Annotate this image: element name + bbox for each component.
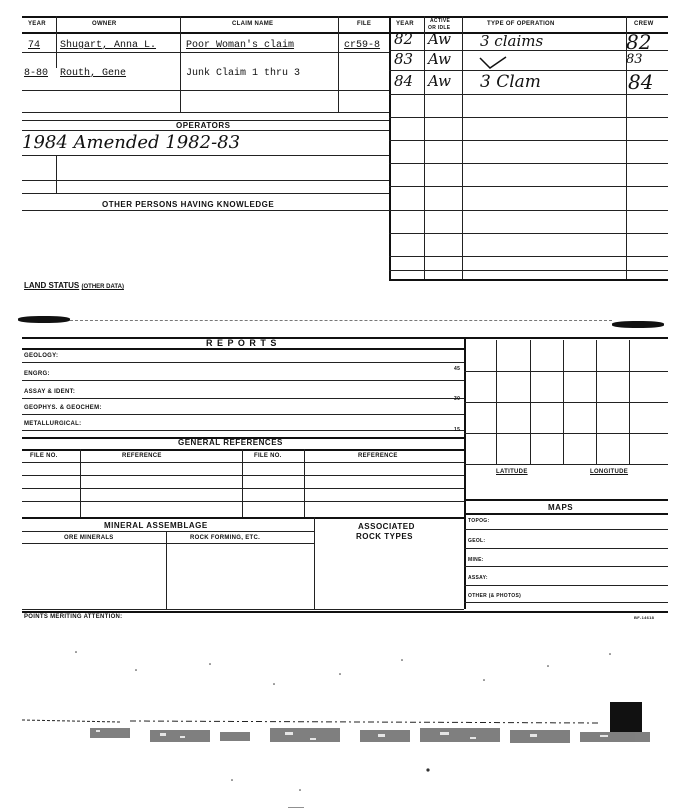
col-file-no-2: FILE NO. (254, 453, 282, 459)
header-file: FILE (357, 21, 372, 27)
operators-title: OPERATORS (176, 121, 231, 130)
checkmark-mark (478, 56, 508, 70)
reports-geophys: GEOPHYS. & GEOCHEM: (24, 405, 102, 411)
header-owner: OWNER (92, 21, 117, 27)
owner-row-1-claim: Poor Woman's claim (186, 40, 295, 51)
general-references-title: GENERAL REFERENCES (178, 438, 283, 447)
owner-row-2-name: Routh, Gene (60, 68, 127, 79)
reports-engrg: ENGRG: (24, 371, 50, 377)
reports-assay: ASSAY & IDENT: (24, 389, 76, 395)
activity-3-operation: 3 Clam (480, 72, 541, 92)
owner-row-1-year: 74 (28, 40, 41, 51)
reports-metallurgical: METALLURGICAL: (24, 421, 82, 427)
associated-label: ASSOCIATED (358, 522, 415, 531)
header-year-2: YEAR (396, 21, 414, 27)
form-number: BF-14618 (634, 615, 655, 620)
maps-other: OTHER (& PHOTOS) (468, 593, 522, 599)
maps-geol: GEOL: (468, 538, 486, 544)
activity-3-year: 84 (394, 72, 414, 90)
col-file-no-1: FILE NO. (30, 453, 58, 459)
maps-mine: MINE: (468, 557, 484, 563)
header-claim-name: CLAIM NAME (232, 21, 274, 27)
col-reference-1: REFERENCE (122, 453, 162, 459)
activity-1-active: Aw (428, 30, 451, 48)
activity-1-crew: 82 (626, 30, 652, 54)
scale-15: 15 (454, 427, 461, 433)
other-persons-title: OTHER PERSONS HAVING KNOWLEDGE (102, 200, 275, 209)
longitude-label: LONGITUDE (590, 469, 629, 475)
rock-forming-label: ROCK FORMING, ETC. (190, 535, 261, 541)
owner-row-2-year: 8-80 (24, 68, 49, 79)
header-crew: CREW (634, 21, 654, 27)
mineral-assemblage-title: MINERAL ASSEMBLAGE (104, 521, 208, 530)
land-status-sub: (OTHER DATA) (81, 284, 124, 290)
col-reference-2: REFERENCE (358, 453, 398, 459)
owner-row-1-name: Shugart, Anna L. (60, 40, 157, 51)
owner-row-2-claim: Junk Claim 1 thru 3 (186, 68, 301, 79)
operators-handwritten: 1984 Amended 1982-83 (22, 132, 241, 153)
activity-2-year: 83 (394, 50, 414, 68)
ink-smear-right (612, 321, 664, 328)
scale-45: 45 (454, 366, 461, 372)
scan-noise (0, 650, 678, 808)
maps-assay: ASSAY: (468, 575, 488, 581)
maps-topog: TOPOG: (468, 518, 490, 524)
scale-30: 30 (454, 396, 461, 402)
activity-1-operation: 3 claims (480, 32, 544, 50)
header-year: YEAR (28, 21, 46, 27)
header-or-idle: OR IDLE (428, 25, 451, 31)
reports-title: R E P O R T S (206, 338, 278, 348)
ink-smear-left (18, 316, 70, 323)
activity-3-crew: 84 (628, 70, 654, 94)
points-meriting-attention: POINTS MERITING ATTENTION: (24, 614, 123, 620)
header-active: ACTIVE (430, 18, 451, 24)
latitude-label: LATITUDE (496, 469, 528, 475)
activity-3-active: Aw (428, 72, 451, 90)
header-type-of-operation: TYPE OF OPERATION (487, 21, 555, 27)
activity-2-crew: 83 (626, 52, 643, 67)
activity-2-active: Aw (428, 50, 451, 68)
owner-row-1-file: cr59-8 (344, 40, 381, 51)
land-status-label (24, 281, 124, 290)
ore-minerals-label: ORE MINERALS (64, 535, 114, 541)
maps-title: MAPS (548, 503, 574, 512)
reports-geology: GEOLOGY: (24, 353, 59, 359)
activity-1-year: 82 (394, 30, 414, 48)
land-status-text: LAND STATUS (24, 281, 80, 290)
rock-types-label: ROCK TYPES (356, 532, 414, 541)
